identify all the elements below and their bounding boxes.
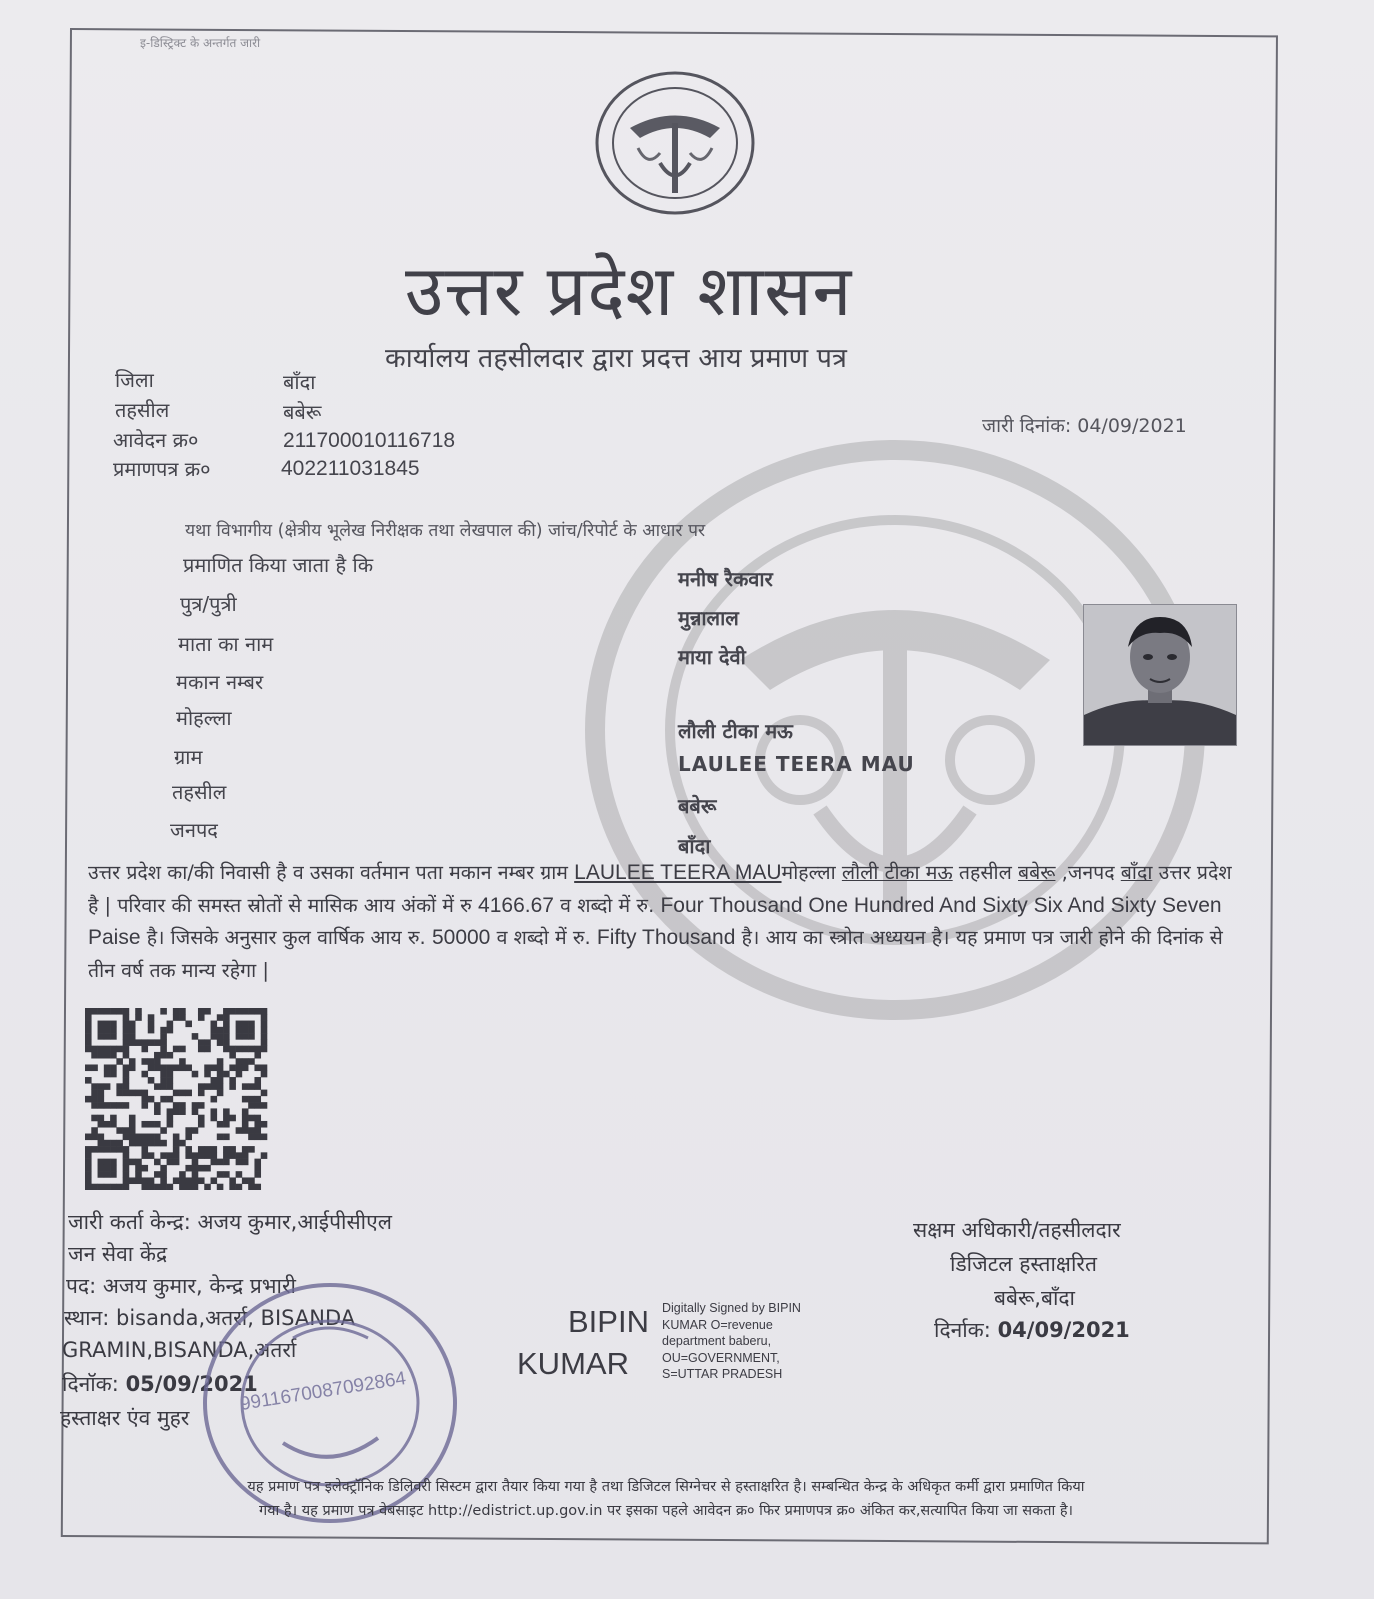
para-text-7: है। जिसके अनुसार कुल वार्षिक आय रु. [140,926,432,949]
application-label: आवेदन क्र० [113,428,199,452]
para-text-2: मोहल्ला [781,861,842,884]
tehsil-field-value: बबेरू [678,794,717,818]
issuer-service-center: जन सेवा केंद्र [68,1242,168,1266]
mohalla-value: लौली टीका मऊ [678,719,793,743]
certificate-number: 402211031845 [281,457,420,480]
monthly-income-number: 4166.67 [478,893,554,917]
para-text-1: उत्तर प्रदेश का/की निवासी है व उसका वर्तमान पता मकान नम्बर ग्राम [88,861,575,884]
stamp-number: 9911670087092864 [238,1368,408,1416]
tehsil-label: तहसील [115,398,170,422]
village-value: LAULEE TEERA MAU [678,752,915,776]
digital-signature-details: Digitally Signed by BIPIN KUMAR O=revenue department baberu, OU=GOVERNMENT, S=UTTAR PRADESH [662,1301,801,1381]
signer-name-first: BIPIN [568,1304,649,1339]
authority-location: बबेरू,बाँदा [994,1286,1075,1310]
mother-name-label: माता का नाम [178,632,274,656]
village-label: ग्राम [174,745,203,769]
issuer-place-2: GRAMIN,BISANDA,अतर्रा [62,1338,297,1362]
annual-income-words: Fifty Thousand [596,926,736,949]
issuer-center: जारी कर्ता केन्द्र: अजय कुमार,आईपीसीएल [68,1210,392,1234]
tehsil-field-label: तहसील [172,780,227,804]
para-mohalla: लौली टीका मऊ [841,861,953,884]
house-number-label: मकान नम्बर [176,670,264,694]
issuer-date-value: 05/09/2021 [125,1372,258,1396]
para-text-5: उत्तर प्रदेश है | परिवार की समस्त स्रोतों से मासिक आय अंकों में रु [88,861,1232,917]
authority-digital-signed: डिजिटल हस्ताक्षरित [950,1252,1097,1276]
certificate-paragraph [88,857,1243,987]
para-text-3: तहसील [958,861,1019,884]
applicant-name: मनीष रैकवार [678,567,773,591]
applicant-photo [1083,604,1237,746]
para-text-8: व शब्दो में रु. [490,926,597,949]
certificate-label: प्रमाणपत्र क्र० [113,457,211,481]
father-name: मुन्नालाल [678,606,739,630]
son-daughter-label: पुत्र/पुत्री [180,592,237,616]
janpad-value: बाँदा [678,834,711,858]
para-district: बाँदा [1120,861,1153,884]
intro-line-1: यथा विभागीय (क्षेत्रीय भूलेख निरीक्षक तथा लेखपाल की) जांच/रिपोर्ट के आधार पर [185,521,706,541]
page-subtitle: कार्यालय तहसीलदार द्वारा प्रदत्त आय प्रमाण पत्र [385,343,847,374]
issue-date: जारी दिनांक: 04/09/2021 [982,415,1187,437]
footer-line-2: गया है। यह प्रमाण पत्र वेबसाइट http://edistrict.up.gov.in पर इसका पहले आवेदन क्र० फिर प्रमाणपत्र क्र० अंकित कर,सत्यापित किया जा सकता है। [258,1503,1074,1519]
page-title: उत्तर प्रदेश शासन [405,250,853,332]
para-text-9: है। आय का स्त्रोत अध्ययन है। यह प्रमाण पत्र जारी होने की दिनांक से तीन वर्ष तक मान्य रहेगा | [88,926,1223,982]
issuer-date-label: दिनॉक: [62,1372,126,1396]
para-text-4: ,जनपद [1055,861,1121,884]
issuer-place: स्थान: bisanda,अतर्रा, BISANDA [64,1306,356,1330]
annual-income-number: 50000 [431,926,491,949]
authority-date [934,1316,1130,1344]
issuer-signature-line: हस्ताक्षर एंव मुहर [60,1406,190,1430]
monthly-income-words: Four Thousand One Hundred And Sixty Six And Sixty Seven Paise [88,893,1222,949]
up-government-emblem [590,68,760,218]
janpad-label: जनपद [170,818,218,842]
top-corner-text: इ-डिस्ट्रिक्ट के अन्तर्गत जारी [140,36,261,50]
district-label: जिला [115,368,154,392]
footer-line-1: यह प्रमाण पत्र इलेक्ट्रॉनिक डिलिवरी सिस्टम द्वारा तैयार किया गया है तथा डिजिटल सिग्नेचर से हस्ताक्षरित है। सम्बन्धित केन्द्र के अधिकृत कर्मी द्वारा प्रमाणित किया [247,1479,1085,1495]
para-village: LAULEE TEERA MAU [574,861,782,884]
footer-note [66,1475,1266,1523]
mother-name: माया देवी [678,645,746,669]
intro-line-2: प्रमाणित किया जाता है कि [183,553,374,577]
para-tehsil: बबेरू [1018,861,1056,884]
mohalla-label: मोहल्ला [176,706,232,730]
para-text-6: व शब्दो में रु. [553,893,661,917]
issuer-post: पद: अजय कुमार, केन्द्र प्रभारी [66,1274,296,1298]
authority-title: सक्षम अधिकारी/तहसीलदार [913,1218,1121,1242]
signer-name-last: KUMAR [517,1346,629,1381]
qr-code [80,1008,272,1190]
authority-date-value: 04/09/2021 [997,1318,1130,1342]
application-number: 211700010116718 [283,429,456,452]
tehsil-value: बबेरू [283,400,322,424]
district-value: बाँदा [283,370,316,394]
authority-date-label: दिर्नाक: [934,1318,998,1342]
